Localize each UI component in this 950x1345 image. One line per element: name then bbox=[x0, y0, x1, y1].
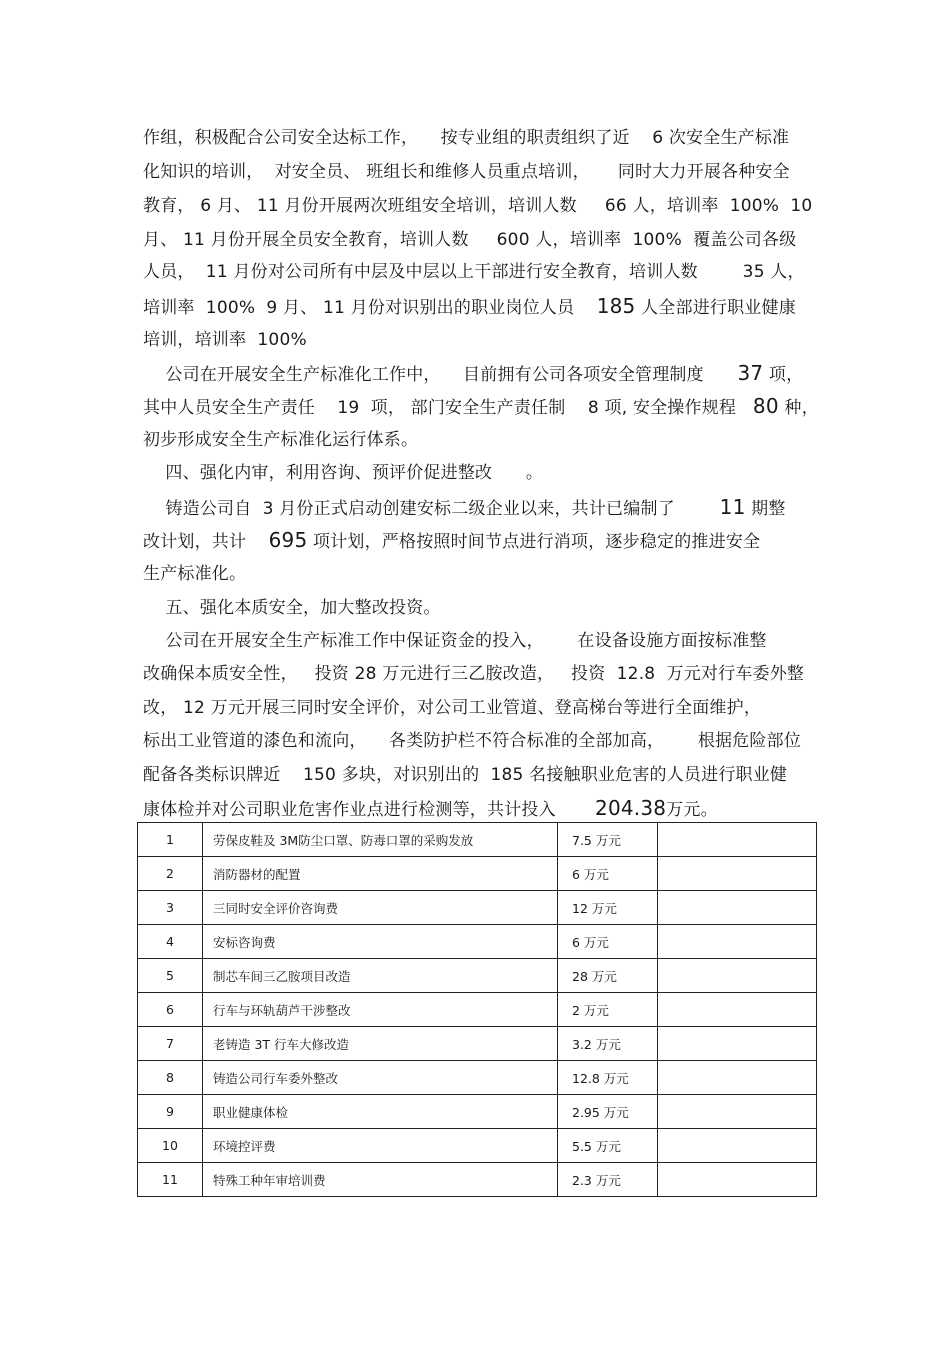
item-name-cell: 老铸造 3T 行车大修改造 bbox=[203, 1027, 558, 1061]
item-name-cell: 职业健康体检 bbox=[203, 1095, 558, 1129]
amount-cell: 7.5 万元 bbox=[558, 823, 658, 857]
paragraph-line: 配备各类标识牌近 150 多块，对识别出的 185 名接触职业危害的人员进行职业健 bbox=[143, 765, 788, 785]
section-heading: 五、强化本质安全，加大整改投资。 bbox=[143, 598, 441, 618]
amount-cell: 12 万元 bbox=[558, 891, 658, 925]
table-row bbox=[138, 1163, 817, 1197]
item-name-cell: 行车与环轨葫芦干涉整改 bbox=[203, 993, 558, 1027]
item-name-cell: 环境控评费 bbox=[203, 1129, 558, 1163]
amount-cell: 3.2 万元 bbox=[558, 1027, 658, 1061]
paragraph-line: 改， 12 万元开展三同时安全评价，对公司工业管道、登高梯台等进行全面维护， bbox=[143, 698, 762, 718]
row-number-cell: 11 bbox=[138, 1163, 203, 1197]
item-name-cell: 特殊工种年审培训费 bbox=[203, 1163, 558, 1197]
amount-cell: 6 万元 bbox=[558, 925, 658, 959]
table-row bbox=[138, 1027, 817, 1061]
paragraph-line: 月、 11 月份开展全员安全教育，培训人数 600 人，培训率 100% 覆盖公司各级 bbox=[143, 230, 797, 250]
paragraph-line: 康体检并对公司职业危害作业点进行检测等，共计投入 204.38万元。 bbox=[143, 796, 718, 820]
item-name-cell: 制芯车间三乙胺项目改造 bbox=[203, 959, 558, 993]
empty-cell bbox=[658, 857, 817, 891]
empty-cell bbox=[658, 1129, 817, 1163]
row-number-cell: 4 bbox=[138, 925, 203, 959]
amount-cell: 5.5 万元 bbox=[558, 1129, 658, 1163]
row-number-cell: 9 bbox=[138, 1095, 203, 1129]
paragraph-line: 初步形成安全生产标准化运行体系。 bbox=[143, 430, 419, 450]
row-number-cell: 5 bbox=[138, 959, 203, 993]
amount-cell: 2.3 万元 bbox=[558, 1163, 658, 1197]
paragraph-line: 改计划，共计 695 项计划，严格按照时间节点进行消项，逐步稳定的推进安全 bbox=[143, 528, 761, 552]
paragraph-line: 培训率 100% 9 月、 11 月份对识别出的职业岗位人员 185 人全部进行职业健康 bbox=[143, 294, 796, 318]
table-row bbox=[138, 823, 817, 857]
row-number-cell: 6 bbox=[138, 993, 203, 1027]
table-row bbox=[138, 857, 817, 891]
paragraph-line: 化知识的培训， 对安全员、 班组长和维修人员重点培训， 同时大力开展各种安全 bbox=[143, 162, 790, 182]
paragraph-line: 生产标准化。 bbox=[143, 564, 247, 584]
paragraph-line: 改确保本质安全性， 投资 28 万元进行三乙胺改造， 投资 12.8 万元对行车委外整 bbox=[143, 664, 805, 684]
item-name-cell: 三同时安全评价咨询费 bbox=[203, 891, 558, 925]
paragraph-line: 标出工业管道的漆色和流向， 各类防护栏不符合标准的全部加高， 根据危险部位 bbox=[143, 731, 802, 751]
row-number-cell: 2 bbox=[138, 857, 203, 891]
table-row bbox=[138, 1095, 817, 1129]
amount-cell: 12.8 万元 bbox=[558, 1061, 658, 1095]
item-name-cell: 铸造公司行车委外整改 bbox=[203, 1061, 558, 1095]
row-number-cell: 8 bbox=[138, 1061, 203, 1095]
empty-cell bbox=[658, 891, 817, 925]
item-name-cell: 安标咨询费 bbox=[203, 925, 558, 959]
table-row bbox=[138, 993, 817, 1027]
paragraph-line: 人员， 11 月份对公司所有中层及中层以上干部进行安全教育，培训人数 35 人， bbox=[143, 262, 805, 282]
paragraph-line: 其中人员安全生产责任 19 项， 部门安全生产责任制 8 项, 安全操作规程 80 种， bbox=[143, 394, 819, 418]
row-number-cell: 10 bbox=[138, 1129, 203, 1163]
section-heading: 四、强化内审，利用咨询、预评价促进整改 。 bbox=[143, 463, 544, 483]
empty-cell bbox=[658, 1095, 817, 1129]
paragraph-line: 公司在开展安全生产标准工作中保证资金的投入， 在设备设施方面按标准整 bbox=[143, 631, 767, 651]
empty-cell bbox=[658, 959, 817, 993]
paragraph-line: 教育， 6 月、 11 月份开展两次班组安全培训，培训人数 66 人，培训率 100% 10 bbox=[143, 196, 813, 216]
item-name-cell: 消防器材的配置 bbox=[203, 857, 558, 891]
item-name-cell: 劳保皮鞋及 3M防尘口罩、防毒口罩的采购发放 bbox=[203, 823, 558, 857]
empty-cell bbox=[658, 1061, 817, 1095]
table-row bbox=[138, 959, 817, 993]
table-row bbox=[138, 925, 817, 959]
amount-cell: 2.95 万元 bbox=[558, 1095, 658, 1129]
paragraph-line: 作组，积极配合公司安全达标工作， 按专业组的职责组织了近 6 次安全生产标准 bbox=[143, 128, 790, 148]
paragraph-line: 培训，培训率 100% bbox=[143, 330, 307, 350]
empty-cell bbox=[658, 1163, 817, 1197]
row-number-cell: 1 bbox=[138, 823, 203, 857]
amount-cell: 6 万元 bbox=[558, 857, 658, 891]
table-row bbox=[138, 1061, 817, 1095]
amount-cell: 28 万元 bbox=[558, 959, 658, 993]
row-number-cell: 3 bbox=[138, 891, 203, 925]
empty-cell bbox=[658, 993, 817, 1027]
investment-table bbox=[137, 822, 817, 1197]
table-row bbox=[138, 1129, 817, 1163]
paragraph-line: 铸造公司自 3 月份正式启动创建安标二级企业以来，共计已编制了 11 期整 bbox=[143, 495, 786, 519]
empty-cell bbox=[658, 1027, 817, 1061]
empty-cell bbox=[658, 823, 817, 857]
paragraph-line: 公司在开展安全生产标准化工作中， 目前拥有公司各项安全管理制度 37 项， bbox=[143, 361, 804, 385]
row-number-cell: 7 bbox=[138, 1027, 203, 1061]
amount-cell: 2 万元 bbox=[558, 993, 658, 1027]
empty-cell bbox=[658, 925, 817, 959]
table-row bbox=[138, 891, 817, 925]
